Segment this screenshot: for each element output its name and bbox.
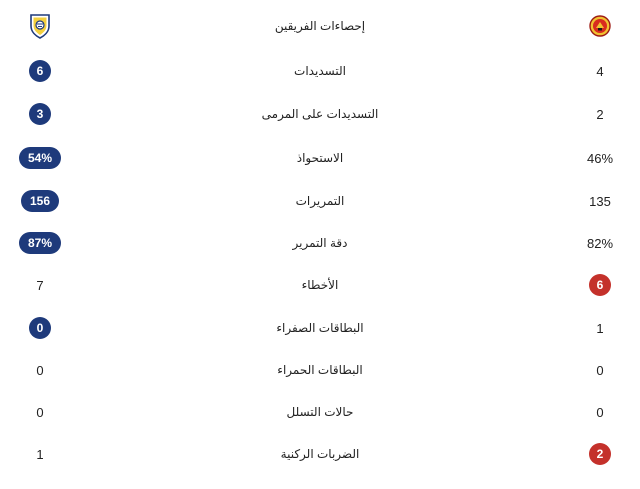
stat-label: الأخطاء <box>301 278 339 292</box>
left-team-value: 87% <box>19 232 61 254</box>
right-team-value: 6 <box>589 274 611 296</box>
right-team-value: 1 <box>596 320 604 336</box>
stat-row-pass-accuracy <box>0 225 640 261</box>
stat-row-corners <box>0 436 640 472</box>
left-team-value: 6 <box>29 60 51 82</box>
left-team-value: 0 <box>29 317 51 339</box>
stat-row-passes <box>0 183 640 219</box>
right-team-value: 135 <box>589 193 611 209</box>
right-team-value: 4 <box>596 63 604 79</box>
stat-label: التمريرات <box>295 194 345 208</box>
stat-row-fouls <box>0 267 640 303</box>
left-team-value: 7 <box>36 277 44 293</box>
left-team-value: 1 <box>36 446 44 462</box>
stat-row-possession <box>0 140 640 176</box>
right-team-value: 2 <box>596 106 604 122</box>
stat-row-offsides <box>0 394 640 430</box>
stat-label: التسديدات <box>294 64 346 78</box>
stat-label: الضربات الركنية <box>280 447 360 461</box>
right-team-value: 0 <box>596 404 604 420</box>
left-team-crest <box>0 8 80 44</box>
right-team-crest <box>560 8 640 44</box>
stat-row-yellow-cards <box>0 310 640 346</box>
right-team-value: 2 <box>589 443 611 465</box>
stat-label: دقة التمرير <box>292 236 348 250</box>
man-utd-crest-icon <box>589 13 611 39</box>
stat-row-shots <box>0 53 640 89</box>
stats-header <box>0 8 640 44</box>
left-team-value: 0 <box>36 404 44 420</box>
left-team-value: 54% <box>19 147 61 169</box>
stat-label: الاستحواذ <box>296 151 344 165</box>
stat-label: البطاقات الصفراء <box>276 321 364 335</box>
left-team-value: 3 <box>29 103 51 125</box>
stat-label: البطاقات الحمراء <box>277 363 363 377</box>
left-team-value: 156 <box>21 190 59 212</box>
stats-title: إحصاءات الفريقين <box>274 19 366 33</box>
right-team-value: 82% <box>586 235 614 251</box>
stat-row-shots-on-target <box>0 96 640 132</box>
stat-label: التسديدات على المرمى <box>261 107 379 121</box>
left-team-value: 0 <box>36 362 44 378</box>
leeds-crest-icon <box>29 13 51 39</box>
right-team-value: 46% <box>586 150 614 166</box>
stat-row-red-cards <box>0 352 640 388</box>
stat-label: حالات التسلل <box>286 405 354 419</box>
right-team-value: 0 <box>596 362 604 378</box>
